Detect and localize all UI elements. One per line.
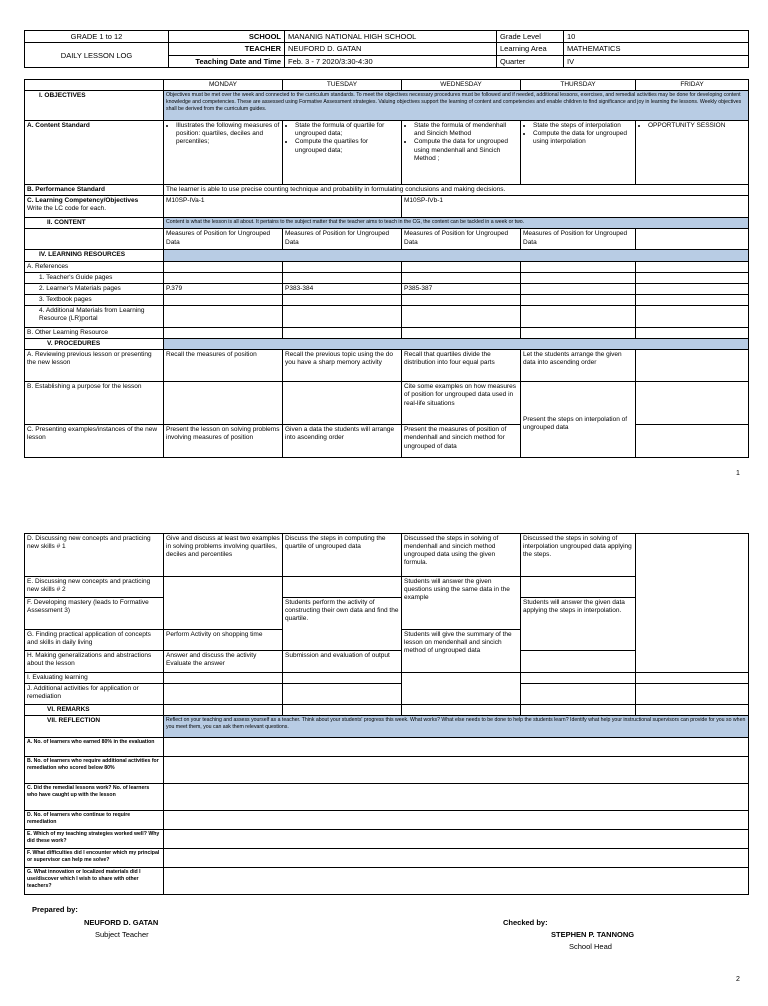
lr-portal-label: 4. Additional Materials from Learning Resource (LR)portal (25, 306, 164, 328)
procedure-g-mon: Perform Activity on shopping time (164, 630, 283, 651)
procedure-a-thu: Let the students arrange the given data into ascending order (521, 350, 636, 382)
checked-by-label: Checked by: (503, 918, 548, 927)
teacher-value: NEUFORD D. GATAN (285, 43, 497, 55)
reflection-item-f: F. What difficulties did I encounter which my principal or supervisor can help me solve? (25, 849, 164, 868)
content-topic-wed: Measures of Position for Ungrouped Data (402, 229, 521, 250)
procedure-c-label: C. Presenting examples/instances of the new lesson (25, 425, 164, 458)
learning-area-label: Learning Area (497, 43, 564, 55)
performance-standard-text: The learner is able to use precise counting technique and probability in formulating conclusions and making decisions. (164, 185, 749, 196)
textbook-pages-label: 3. Textbook pages (25, 294, 164, 305)
content-topic-mon: Measures of Position for Ungrouped Data (164, 229, 283, 250)
procedure-h-tue: Submission and evaluation of output (283, 651, 402, 673)
date-value: Feb. 3 - 7 2020/3:30-4:30 (285, 55, 497, 67)
reflection-item-c: C. Did the remedial lessons work? No. of learners who have caught up with the lesson (25, 784, 164, 811)
content-note: Content is what the lesson is all about. It pertains to the subject matter that the teacher aims to teach in the CG, the content can be tackled in a week or two. (164, 218, 749, 229)
lesson-table-page1 (24, 79, 749, 458)
day-wednesday: WEDNESDAY (402, 80, 521, 91)
procedure-d-tue: Discuss the steps in computing the quartile of ungrouped data (283, 534, 402, 577)
procedure-h-mon: Answer and discuss the activity Evaluate the answer (164, 651, 283, 673)
prepared-by-label: Prepared by: (32, 905, 78, 914)
procedure-f-tue: Students perform the activity of constructing their own data and find the quartile. (283, 598, 402, 651)
quarter-value: IV (564, 55, 749, 67)
procedure-b-wed: Cite some examples on how measures of position for ungrouped data used in real-life situations (402, 382, 521, 425)
procedure-a-tue: Recall the previous topic using the do you have a sharp memory activity (283, 350, 402, 382)
lm-pages-tue: P383-384 (283, 283, 402, 294)
teacher-label: TEACHER (169, 43, 285, 55)
competency-code-1: M10SP-IVa-1 (164, 196, 402, 218)
procedure-g-label: G. Finding practical application of concepts and skills in daily living (25, 630, 164, 651)
date-label: Teaching Date and Time (169, 55, 285, 67)
doc-title: DAILY LESSON LOG (25, 43, 169, 68)
reflection-item-b: B. No. of learners who require additional activities for remediation who scored below 80% (25, 757, 164, 784)
other-resources-label: B. Other Learning Resource (25, 328, 164, 339)
procedure-d-mon: Give and discuss at least two examples in solving problems involving quartiles, deciles and percentiles (164, 534, 283, 577)
procedure-e-wed: Students will answer the given questions using the same data in the example (402, 577, 521, 630)
procedure-f-label: F. Developing mastery (leads to Formative Assessment 3) (25, 598, 164, 630)
content-standard-thu: • State the steps of interpolation • Compute the data for ungrouped using interpolation (521, 121, 636, 185)
content-standard-label: A. Content Standard (25, 121, 164, 185)
day-thursday: THURSDAY (521, 80, 636, 91)
procedure-a-wed: Recall that quartiles divide the distribution into four equal parts (402, 350, 521, 382)
reflection-item-e: E. Which of my teaching strategies worked well? Why did these work? (25, 830, 164, 849)
procedure-h-label: H. Making generalizations and abstractions about the lesson (25, 651, 164, 673)
objectives-note: Objectives must be met over the week and connected to the curriculum standards. To meet the objectives necessary procedures must be followed and if needed, additional lessons, exercises, and remedial activities may be done for developing content knowledge and competencies. These are assessed using Formative Assessment strategies. Valuing objectives support the learning of content and competencies and enable children to find significance and joy in learning the lessons. Weekly objectives shall be derived from the curriculum guides. (164, 91, 749, 121)
content-topic-tue: Measures of Position for Ungrouped Data (283, 229, 402, 250)
lm-pages-wed: P385-387 (402, 283, 521, 294)
school-label: SCHOOL (169, 31, 285, 43)
procedure-i-label: I. Evaluating learning (25, 673, 164, 684)
procedure-b-thu: Present the steps on interpolation of ungrouped data (521, 382, 636, 458)
teachers-guide-label: 1. Teacher's Guide pages (25, 272, 164, 283)
procedure-c-mon: Present the lesson on solving problems involving measures of position (164, 425, 283, 458)
day-tuesday: TUESDAY (283, 80, 402, 91)
reflection-label: VII. REFLECTION (25, 716, 164, 738)
reflection-item-g: G. What innovation or localized materials did I use/discover which I wish to share with other teachers? (25, 868, 164, 895)
procedure-f-thu: Students will answer the given data applying the steps in interpolation. (521, 598, 636, 651)
day-friday: FRIDAY (636, 80, 749, 91)
quarter-label: Quarter (497, 55, 564, 67)
prepared-by-role: Subject Teacher (95, 930, 149, 939)
page-number-2: 2 (736, 976, 740, 983)
procedures-label: V. PROCEDURES (25, 339, 164, 350)
grade-level-label: Grade Level (497, 31, 564, 43)
content-standard-fri: • OPPORTUNITY SESSION (636, 121, 749, 185)
reflection-note: Reflect on your teaching and assess yourself as a teacher. Think about your students' progress this week. What works? What else needs to be done to help the students learn? Identify what help your instructional supervisors can provide for you so when you meet them, you can ask them relevant questions. (164, 716, 749, 738)
day-monday: MONDAY (164, 80, 283, 91)
lm-pages-mon: P.379 (164, 283, 283, 294)
reflection-item-d: D. No. of learners who continue to require remediation (25, 811, 164, 830)
references-label: A. References (25, 261, 164, 272)
grade-range: GRADE 1 to 12 (25, 31, 169, 43)
learners-materials-label: 2. Learner's Materials pages (25, 283, 164, 294)
lesson-table-page2 (24, 533, 749, 895)
learning-area-value: MATHEMATICS (564, 43, 749, 55)
page-number-1: 1 (736, 470, 740, 477)
learning-resources-label: IV. LEARNING RESOURCES (25, 250, 164, 261)
content-standard-mon: • Illustrates the following measures of position: quartiles, deciles and percentiles; (164, 121, 283, 185)
procedure-a-mon: Recall the measures of position (164, 350, 283, 382)
remarks-label: VI. REMARKS (25, 705, 164, 716)
checked-by-role: School Head (569, 942, 612, 951)
competency-code-2: M10SP-IVb-1 (402, 196, 749, 218)
content-topic-thu: Measures of Position for Ungrouped Data (521, 229, 636, 250)
objectives-label: I. OBJECTIVES (25, 91, 164, 121)
procedure-c-tue: Given a data the students will arrange into ascending order (283, 425, 402, 458)
competency-label: C. Learning Competency/Objectives Write the LC code for each. (25, 196, 164, 218)
procedure-g-wed: Students will give the summary of the lesson on mendenhall and sincich method of ungrouped data (402, 630, 521, 673)
procedure-d-label: D. Discussing new concepts and practicing new skills # 1 (25, 534, 164, 577)
checked-by-name: STEPHEN P. TANNONG (551, 930, 635, 939)
content-standard-tue: • State the formula of quartile for ungrouped data; • Compute the quartiles for ungrouped data; (283, 121, 402, 185)
performance-standard-label: B. Performance Standard (25, 185, 164, 196)
procedure-j-label: J. Additional activities for application or remediation (25, 684, 164, 705)
school-value: MANANIG NATIONAL HIGH SCHOOL (285, 31, 497, 43)
reflection-item-a: A. No. of learners who earned 80% in the evaluation (25, 738, 164, 757)
grade-level-value: 10 (564, 31, 749, 43)
procedure-d-wed: Discussed the steps in solving of mendenhall and sincich method ungrouped data using the given formula. (402, 534, 521, 577)
content-standard-wed: • State the formula of mendenhall and Sincich Method • Compute the data for ungrouped using mendenhall and Sincich Method ; (402, 121, 521, 185)
procedure-a-label: A. Reviewing previous lesson or presenting the new lesson (25, 350, 164, 382)
content-label: II. CONTENT (25, 218, 164, 229)
procedure-c-wed: Present the measures of position of mendenhall and sincich method for ungrouped of data (402, 425, 521, 458)
procedure-b-label: B. Establishing a purpose for the lesson (25, 382, 164, 425)
procedure-e-label: E. Discussing new concepts and practicing new skills # 2 (25, 577, 164, 598)
prepared-by-name: NEUFORD D. GATAN (84, 918, 159, 927)
procedure-d-thu: Discussed the steps in solving of interpolation ungrouped data applying the steps. (521, 534, 636, 577)
header-table (24, 30, 749, 68)
